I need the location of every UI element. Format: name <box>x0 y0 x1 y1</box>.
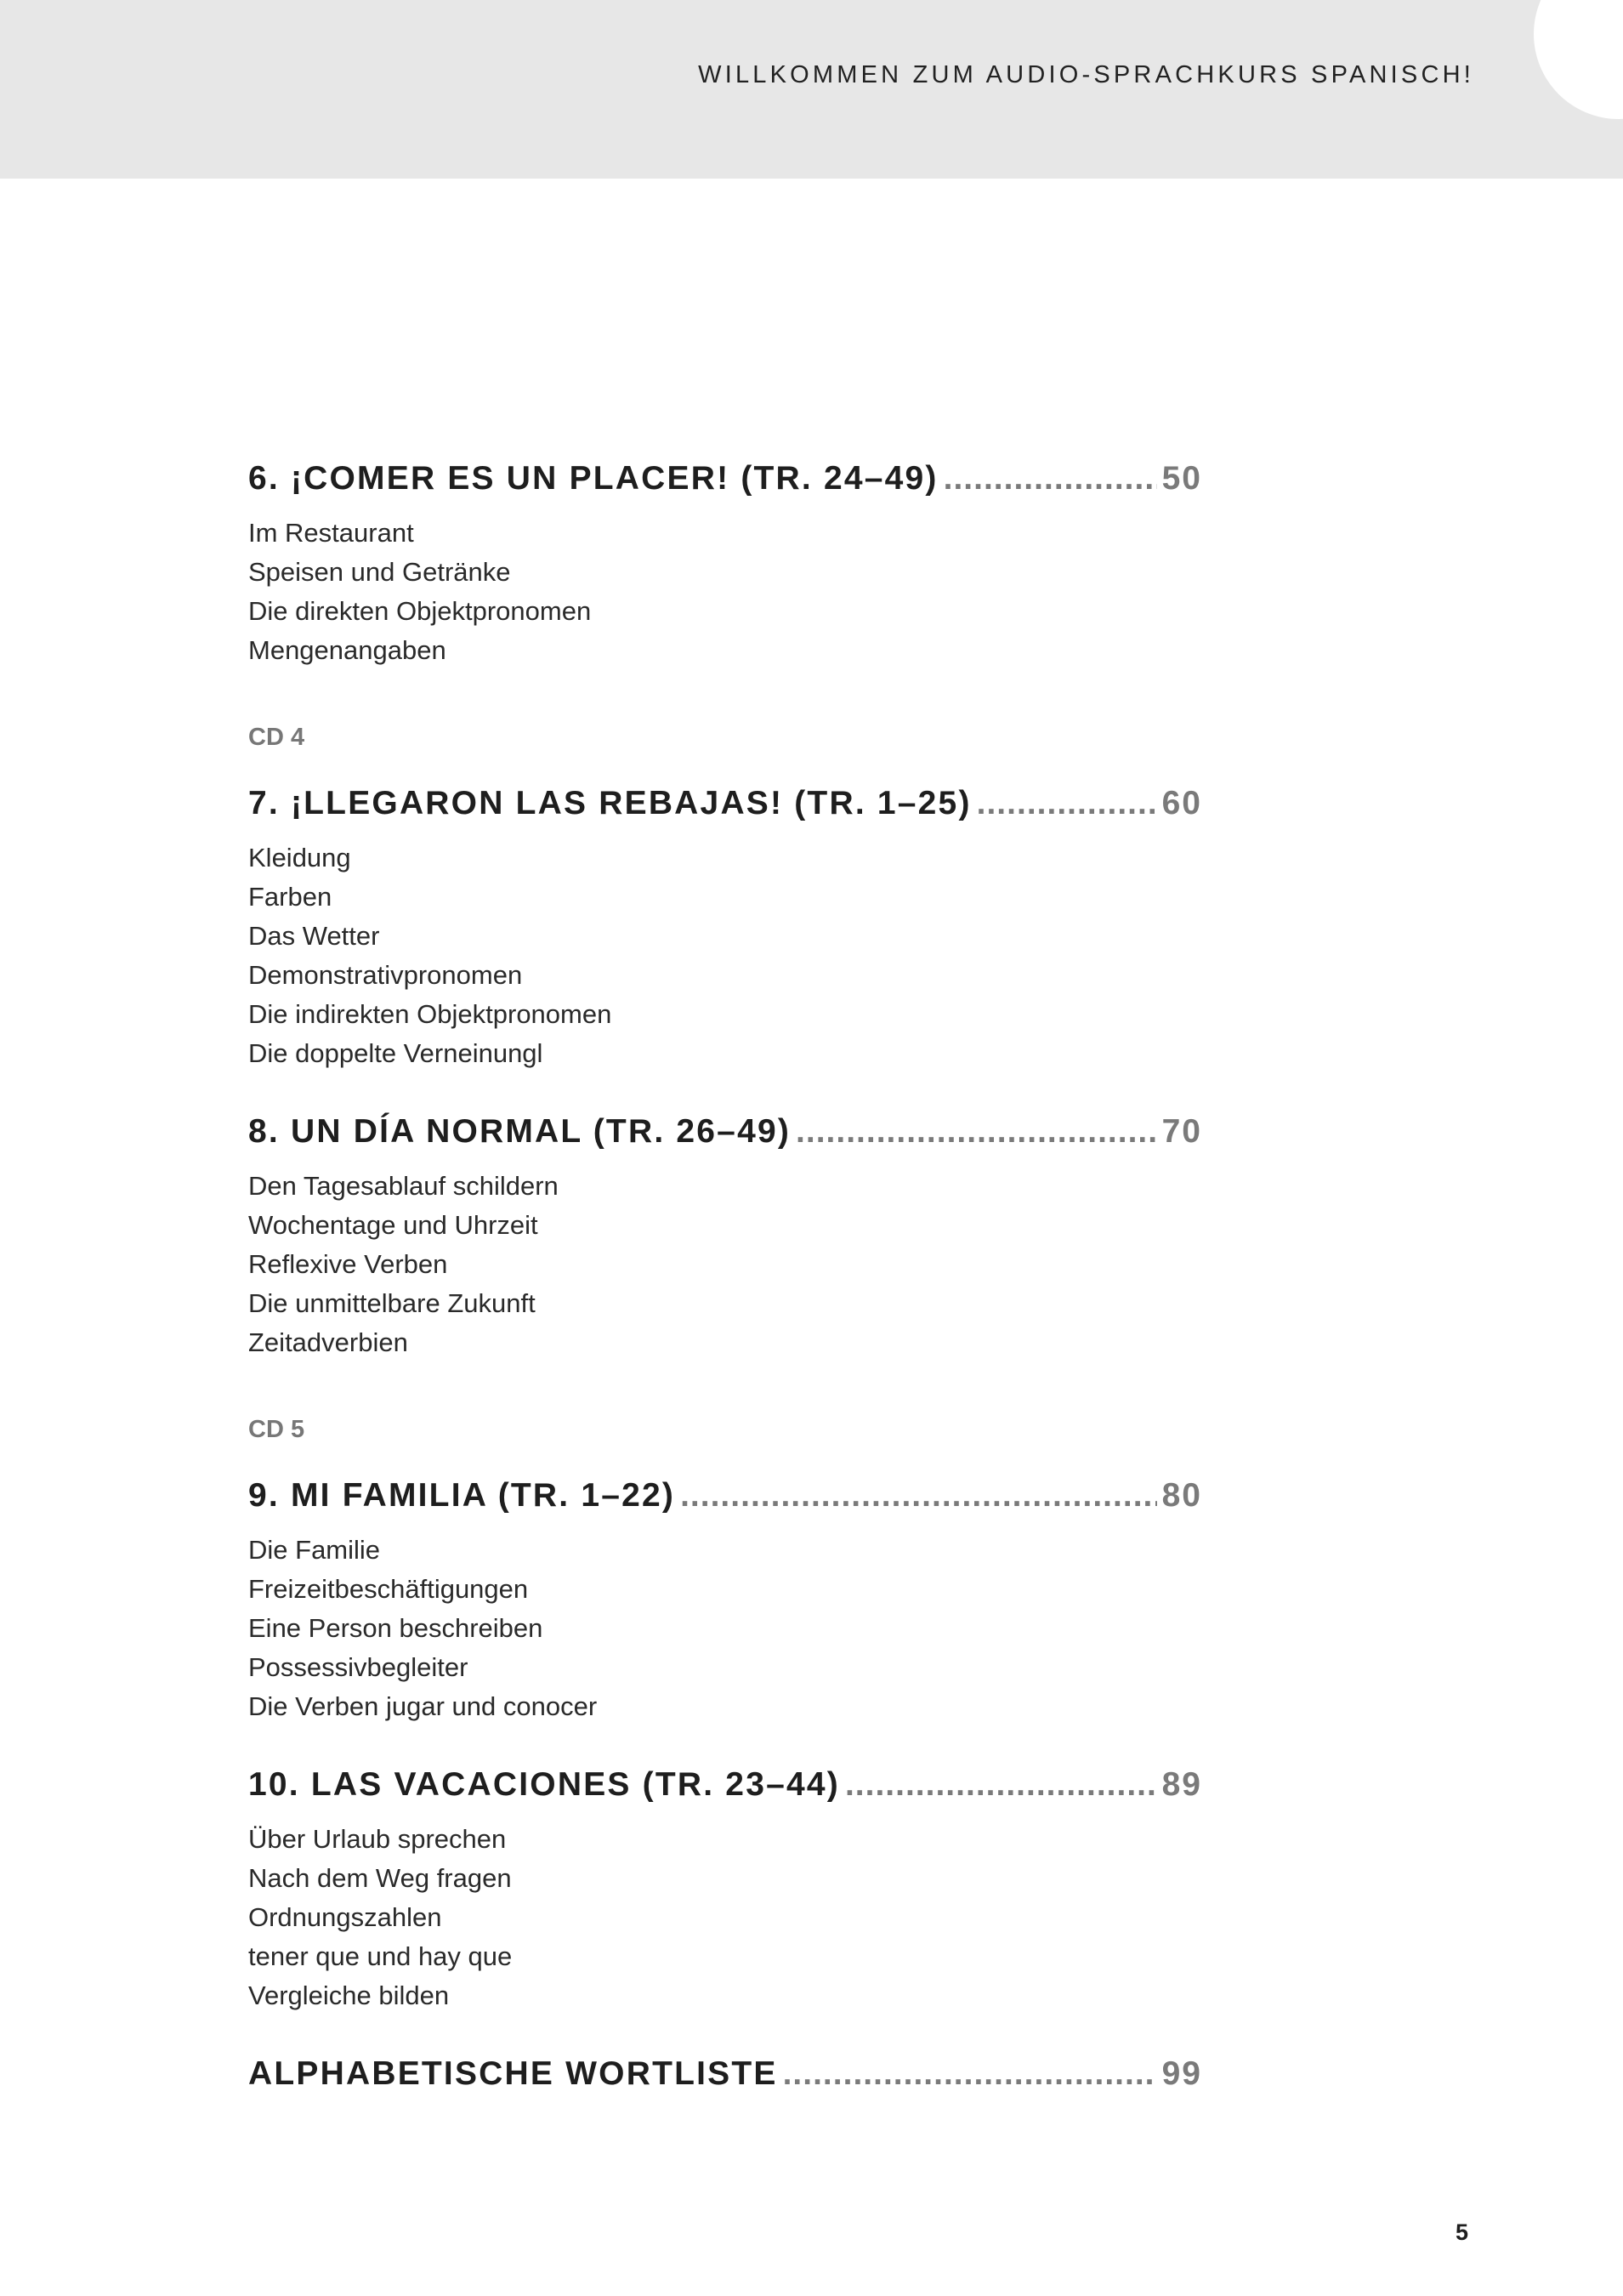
chapter-page-number: 70 <box>1161 1113 1202 1150</box>
topic-item: tener que und hay que <box>248 1941 513 1971</box>
topic-item: Nach dem Weg fragen <box>248 1863 512 1893</box>
chapter-topic-list <box>248 1531 1202 1726</box>
chapter-page-number: 50 <box>1161 460 1202 497</box>
table-of-contents <box>248 444 1202 2109</box>
chapter-page-number: 89 <box>1161 1766 1202 1803</box>
chapter-topic-list <box>248 1820 1202 2015</box>
chapter-title: 10. LAS VACACIONES (TR. 23–44) <box>248 1766 840 1803</box>
topic-item: Wochentage und Uhrzeit <box>248 1210 538 1240</box>
topic-item: Die Familie <box>248 1535 381 1565</box>
topic-item: Eine Person beschreiben <box>248 1613 543 1643</box>
topic-item: Ordnungszahlen <box>248 1902 442 1932</box>
topic-item: Den Tagesablauf schildern <box>248 1171 559 1201</box>
dot-leader <box>944 444 1157 514</box>
toc-entry-chapter-9[interactable] <box>248 1461 1202 1531</box>
topic-item: Im Restaurant <box>248 518 414 548</box>
chapter-title: 7. ¡LLEGARON LAS REBAJAS! (TR. 1–25) <box>248 785 972 821</box>
toc-entry-chapter-6[interactable] <box>248 444 1202 514</box>
cd-label-4: CD 4 <box>248 724 305 751</box>
toc-entry-chapter-10[interactable] <box>248 1750 1202 1820</box>
dot-leader <box>845 1750 1157 1820</box>
chapter-topic-list <box>248 1167 1202 1362</box>
chapter-page-number: 80 <box>1161 1477 1202 1514</box>
page-number: 5 <box>1456 2219 1469 2245</box>
topic-item: Possessivbegleiter <box>248 1652 468 1682</box>
topic-item: Reflexive Verben <box>248 1249 448 1279</box>
topic-item: Die indirekten Objektpronomen <box>248 999 612 1029</box>
chapter-topic-list <box>248 838 1202 1073</box>
topic-item: Demonstrativpronomen <box>248 960 523 990</box>
dot-leader <box>680 1461 1157 1531</box>
running-header-title: WILLKOMMEN ZUM AUDIO-SPRACHKURS SPANISCH! <box>698 61 1474 88</box>
toc-entry-chapter-7[interactable] <box>248 769 1202 838</box>
header-band <box>0 0 1623 179</box>
topic-item: Die Verben jugar und conocer <box>248 1691 598 1721</box>
toc-entry-chapter-8[interactable] <box>248 1097 1202 1167</box>
topic-item: Das Wetter <box>248 921 380 951</box>
chapter-title: 8. UN DÍA NORMAL (TR. 26–49) <box>248 1113 792 1150</box>
topic-item: Freizeitbeschäftigungen <box>248 1574 529 1604</box>
topic-item: Vergleiche bilden <box>248 1981 450 2010</box>
topic-item: Die unmittelbare Zukunft <box>248 1288 536 1318</box>
chapter-title: 6. ¡COMER ES UN PLACER! (TR. 24–49) <box>248 460 939 497</box>
topic-item: Die doppelte Verneinungl <box>248 1038 543 1068</box>
wordlist-page-number: 99 <box>1161 2055 1202 2092</box>
dot-leader <box>796 1097 1157 1167</box>
dot-leader <box>977 769 1157 838</box>
topic-item: Speisen und Getränke <box>248 557 511 587</box>
toc-entry-wordlist[interactable] <box>248 2039 1202 2109</box>
topic-item: Zeitadverbien <box>248 1327 408 1357</box>
topic-item: Mengenangaben <box>248 635 446 665</box>
chapter-page-number: 60 <box>1161 785 1202 821</box>
dot-leader <box>783 2039 1157 2109</box>
topic-item: Über Urlaub sprechen <box>248 1824 507 1854</box>
wordlist-title: ALPHABETISCHE WORTLISTE <box>248 2055 778 2092</box>
topic-item: Farben <box>248 882 332 912</box>
topic-item: Kleidung <box>248 843 351 872</box>
chapter-title: 9. MI FAMILIA (TR. 1–22) <box>248 1477 676 1514</box>
topic-item: Die direkten Objektpronomen <box>248 596 592 626</box>
cd-label-5: CD 5 <box>248 1416 305 1443</box>
chapter-topic-list <box>248 514 1202 670</box>
